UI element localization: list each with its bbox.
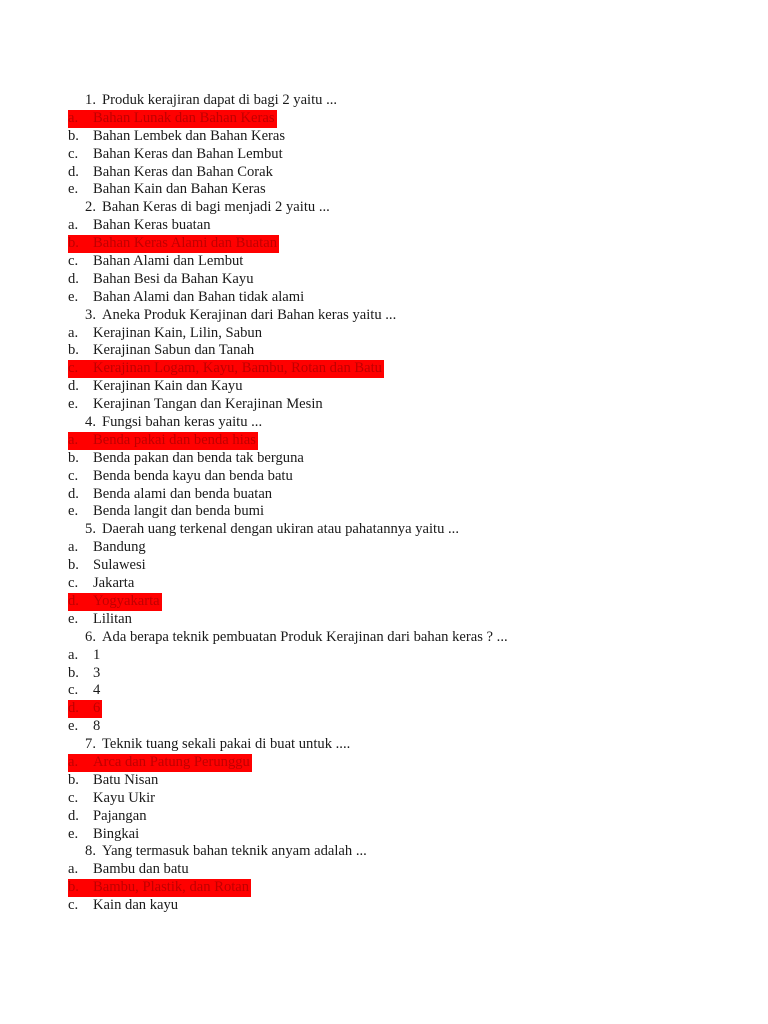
option-letter: d. (68, 700, 79, 717)
option-text: Lilitan (93, 610, 132, 627)
option-text: Bahan Keras dan Bahan Corak (93, 163, 273, 180)
answer-option-b (0, 450, 768, 468)
option-text: Kerajinan Logam, Kayu, Bambu, Rotan dan Batu (93, 360, 382, 377)
option-text: Bahan Keras Alami dan Buatan (93, 235, 277, 252)
answer-option-content (68, 772, 158, 788)
answer-option-content (68, 647, 100, 663)
option-letter: b. (68, 879, 79, 896)
answer-option-d (0, 593, 768, 611)
answer-option-b (0, 128, 768, 146)
answer-option-content (68, 164, 273, 180)
option-text: Kain dan kayu (93, 897, 179, 914)
option-text: Bambu dan batu (93, 861, 189, 878)
option-letter: b. (68, 771, 79, 788)
option-text: Benda benda kayu dan benda batu (93, 467, 293, 484)
option-text: Sulawesi (93, 557, 146, 574)
answer-option-content (68, 486, 272, 502)
answer-option-a (0, 754, 768, 772)
option-letter: b. (68, 342, 79, 359)
option-text: Bahan Lembek dan Bahan Keras (93, 127, 286, 144)
answer-option-e (0, 289, 768, 307)
option-text: Benda langit dan benda bumi (93, 503, 265, 520)
option-text: Bahan Keras buatan (93, 217, 211, 234)
question-list (0, 92, 768, 915)
option-text: Bambu, Plastik, dan Rotan (93, 879, 250, 896)
option-text: Benda pakan dan benda tak berguna (93, 449, 304, 466)
option-text: Kerajinan Kain, Lilin, Sabun (93, 324, 263, 341)
correct-answer-highlight (68, 754, 252, 772)
option-letter: e. (68, 718, 79, 735)
question-1 (0, 92, 768, 199)
question-text: Ada berapa teknik pembuatan Produk Kerajinan dari bahan keras ? ... (102, 628, 508, 645)
option-letter: c. (68, 467, 79, 484)
answer-option-content (68, 271, 254, 287)
option-letter: b. (68, 557, 79, 574)
answer-option-content (68, 450, 304, 466)
question-text: Aneka Produk Kerajinan dari Bahan keras yaitu ... (102, 306, 397, 323)
answer-option-b (0, 342, 768, 360)
option-letter: e. (68, 396, 79, 413)
answer-option-content (68, 468, 293, 484)
correct-answer-highlight (68, 700, 102, 718)
option-text: Bahan Kain dan Bahan Keras (93, 181, 266, 198)
answer-option-e (0, 396, 768, 414)
answer-option-content (68, 790, 155, 806)
answer-option-b (0, 665, 768, 683)
answer-option-d (0, 486, 768, 504)
answer-option-e (0, 718, 768, 736)
answer-option-c (0, 790, 768, 808)
question-line (0, 414, 768, 432)
option-text: Benda pakai dan benda hias (93, 431, 256, 448)
question-5 (0, 521, 768, 628)
option-text: Benda alami dan benda buatan (93, 485, 273, 502)
answer-option-d (0, 271, 768, 289)
question-4 (0, 414, 768, 521)
answer-option-content (68, 181, 266, 197)
question-number: 6. (85, 628, 96, 645)
answer-option-content (68, 665, 100, 681)
option-text: Arca dan Patung Perunggu (93, 753, 250, 770)
answer-option-c (0, 146, 768, 164)
option-text: 8 (93, 718, 101, 735)
answer-option-content (68, 289, 304, 305)
option-text: Pajangan (93, 807, 147, 824)
option-letter: e. (68, 288, 79, 305)
option-text: Bandung (93, 539, 146, 556)
answer-option-a (0, 325, 768, 343)
correct-answer-highlight (68, 360, 384, 378)
question-8 (0, 843, 768, 915)
answer-option-d (0, 808, 768, 826)
option-letter: c. (68, 360, 79, 377)
answer-option-content (68, 128, 285, 144)
answer-option-content (68, 378, 243, 394)
answer-option-content (68, 539, 146, 555)
option-text: Bahan Alami dan Bahan tidak alami (93, 288, 305, 305)
option-text: Jakarta (93, 575, 135, 592)
answer-option-content (68, 826, 139, 842)
answer-option-d (0, 378, 768, 396)
question-number: 8. (85, 843, 96, 860)
option-letter: a. (68, 324, 79, 341)
option-letter: e. (68, 825, 79, 842)
answer-option-content (68, 253, 243, 269)
option-letter: d. (68, 485, 79, 502)
option-text: Bahan Keras dan Bahan Lembut (93, 145, 283, 162)
option-text: Bahan Alami dan Lembut (93, 253, 244, 270)
option-letter: e. (68, 610, 79, 627)
answer-option-content (68, 897, 178, 913)
answer-option-d (0, 164, 768, 182)
answer-option-a (0, 539, 768, 557)
option-letter: e. (68, 181, 79, 198)
option-letter: a. (68, 109, 79, 126)
answer-option-content (68, 146, 283, 162)
option-text: Kerajinan Kain dan Kayu (93, 378, 243, 395)
question-7 (0, 736, 768, 843)
question-number: 7. (85, 736, 96, 753)
question-number: 1. (85, 92, 96, 108)
answer-option-c (0, 468, 768, 486)
question-text: Fungsi bahan keras yaitu ... (102, 414, 263, 431)
answer-option-a (0, 647, 768, 665)
option-text: 4 (93, 682, 101, 699)
correct-answer-highlight (68, 235, 279, 253)
option-text: 1 (93, 646, 101, 663)
question-2 (0, 199, 768, 306)
answer-option-a (0, 432, 768, 450)
option-letter: a. (68, 753, 79, 770)
answer-option-content (68, 342, 254, 358)
answer-option-c (0, 897, 768, 915)
question-number: 3. (85, 306, 96, 323)
option-letter: b. (68, 127, 79, 144)
question-number: 5. (85, 521, 96, 538)
question-text: Teknik tuang sekali pakai di buat untuk .... (102, 736, 351, 753)
option-text: Yogyakarta (93, 592, 160, 609)
answer-option-c (0, 682, 768, 700)
question-line (0, 307, 768, 325)
question-line (0, 736, 768, 754)
option-letter: d. (68, 378, 79, 395)
correct-answer-highlight (68, 879, 251, 897)
answer-option-e (0, 826, 768, 844)
answer-option-b (0, 879, 768, 897)
question-number: 4. (85, 414, 96, 431)
correct-answer-highlight (68, 593, 162, 611)
answer-option-c (0, 575, 768, 593)
answer-option-content (68, 503, 264, 519)
option-text: Kerajinan Sabun dan Tanah (93, 342, 255, 359)
answer-option-c (0, 360, 768, 378)
question-line (0, 629, 768, 647)
option-letter: d. (68, 163, 79, 180)
option-text: Bahan Besi da Bahan Kayu (93, 270, 254, 287)
answer-option-content (68, 396, 323, 412)
option-letter: c. (68, 789, 79, 806)
option-text: Batu Nisan (93, 771, 159, 788)
option-letter: b. (68, 235, 79, 252)
option-letter: c. (68, 253, 79, 270)
answer-option-a (0, 217, 768, 235)
answer-option-content (68, 808, 147, 824)
option-text: Kayu Ukir (93, 789, 156, 806)
question-text: Produk kerajiran dapat di bagi 2 yaitu ... (102, 92, 338, 108)
answer-option-content (68, 217, 211, 233)
option-text: 6 (93, 700, 101, 717)
option-letter: a. (68, 431, 79, 448)
option-letter: b. (68, 449, 79, 466)
answer-option-content (68, 611, 132, 627)
option-letter: c. (68, 897, 79, 914)
answer-option-e (0, 503, 768, 521)
question-line (0, 199, 768, 217)
option-text: Bingkai (93, 825, 140, 842)
answer-option-a (0, 110, 768, 128)
option-letter: b. (68, 664, 79, 681)
answer-option-content (68, 682, 100, 698)
option-text: Bahan Lunak dan Bahan Keras (93, 109, 275, 126)
option-letter: c. (68, 682, 79, 699)
question-3 (0, 307, 768, 414)
option-letter: a. (68, 539, 79, 556)
question-6 (0, 629, 768, 736)
answer-option-e (0, 181, 768, 199)
answer-option-a (0, 861, 768, 879)
option-letter: a. (68, 861, 79, 878)
answer-option-content (68, 575, 134, 591)
question-line (0, 843, 768, 861)
option-letter: d. (68, 270, 79, 287)
answer-option-content (68, 861, 189, 877)
question-number: 2. (85, 199, 96, 216)
option-letter: c. (68, 145, 79, 162)
option-letter: d. (68, 592, 79, 609)
option-text: Kerajinan Tangan dan Kerajinan Mesin (93, 396, 323, 413)
answer-option-b (0, 235, 768, 253)
answer-option-content (68, 325, 262, 341)
option-letter: d. (68, 807, 79, 824)
answer-option-content (68, 557, 146, 573)
option-letter: e. (68, 503, 79, 520)
answer-option-c (0, 253, 768, 271)
correct-answer-highlight (68, 110, 277, 128)
correct-answer-highlight (68, 432, 258, 450)
option-letter: c. (68, 575, 79, 592)
option-letter: a. (68, 217, 79, 234)
answer-option-b (0, 557, 768, 575)
answer-option-b (0, 772, 768, 790)
question-line (0, 92, 768, 110)
question-text: Yang termasuk bahan teknik anyam adalah ... (102, 843, 367, 860)
option-letter: a. (68, 646, 79, 663)
answer-option-content (68, 718, 100, 734)
question-line (0, 521, 768, 539)
option-text: 3 (93, 664, 101, 681)
question-text: Bahan Keras di bagi menjadi 2 yaitu ... (102, 199, 330, 216)
answer-option-d (0, 700, 768, 718)
answer-option-e (0, 611, 768, 629)
question-text: Daerah uang terkenal dengan ukiran atau pahatannya yaitu ... (102, 521, 459, 538)
